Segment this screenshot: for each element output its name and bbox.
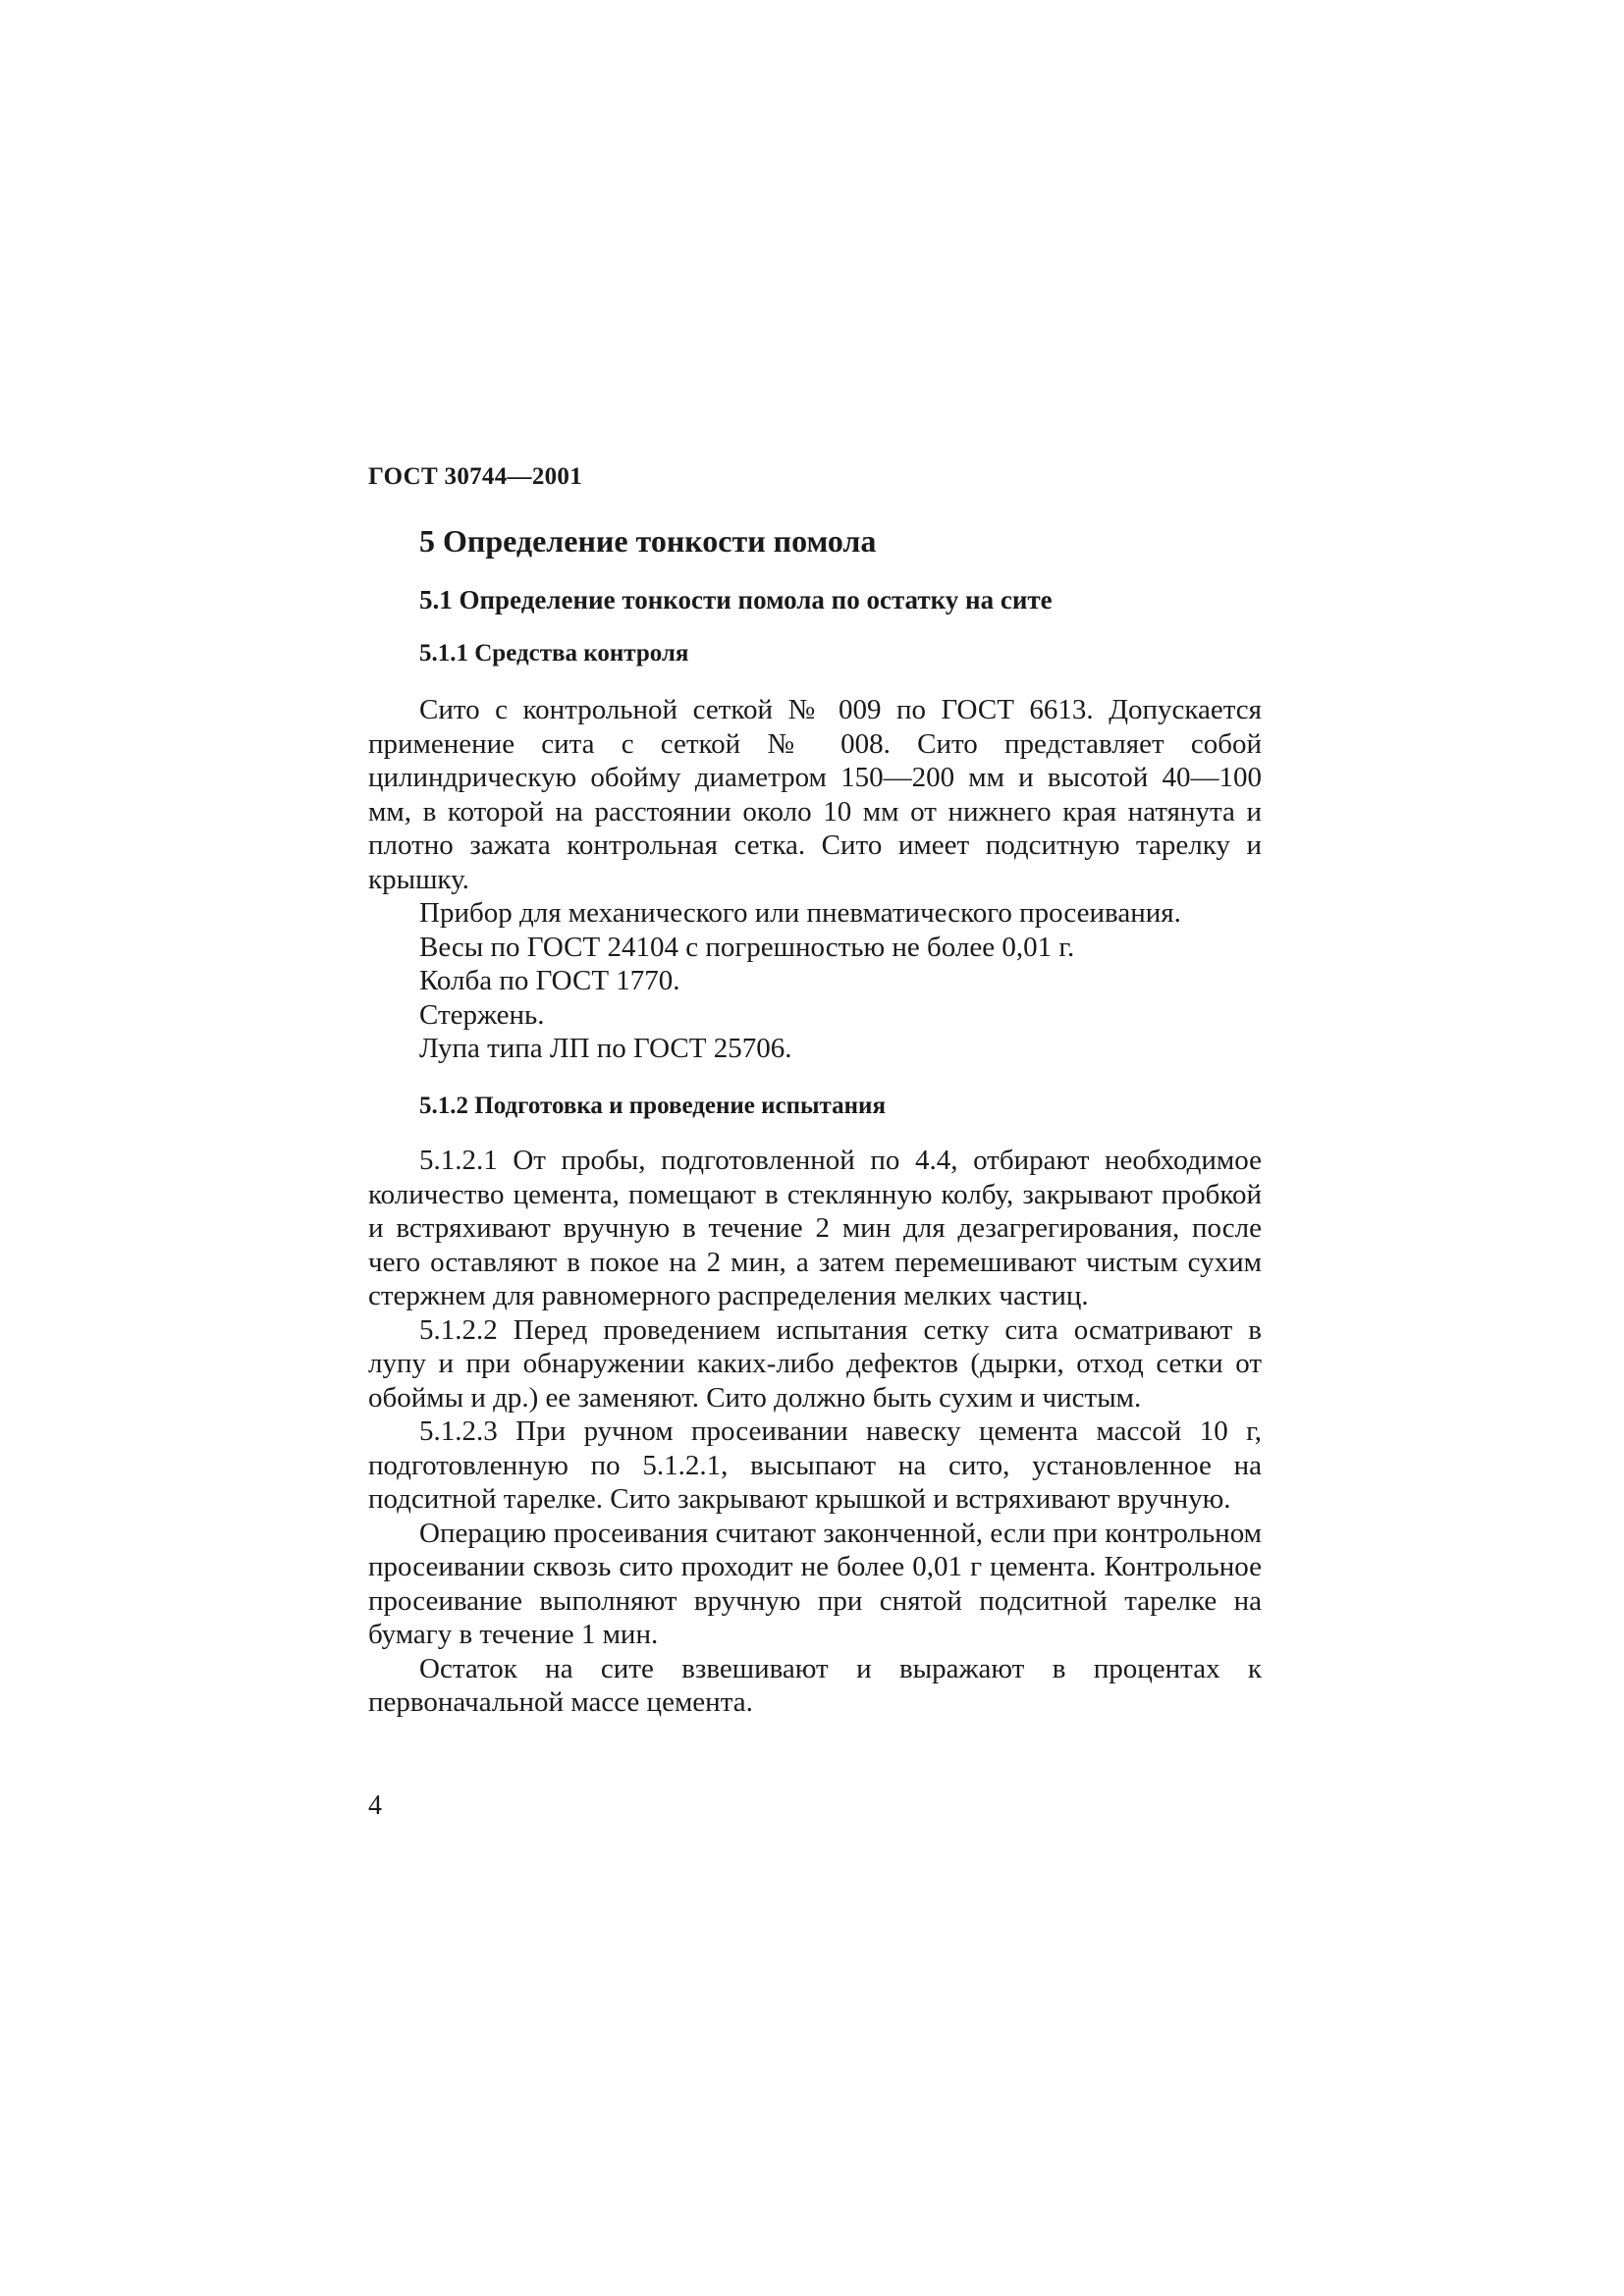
page-number: 4 — [368, 1790, 382, 1821]
paragraph: Лупа типа ЛП по ГОСТ 25706. — [419, 1033, 792, 1064]
paragraph: 5.1.2.3 При ручном просеивании навеску цемента массой 10 г, подготовленную по 5.1.2.1, высыпают на сито, установленное на подситной тарелке. Сито закрывают крышкой и встряхивают вручную. — [368, 1415, 1262, 1515]
paragraph: Колба по ГОСТ 1770. — [419, 965, 680, 996]
paragraph: Операцию просеивания считают законченной, если при контрольном просеивании сквозь сито проходит не более 0,01 г цемента. Контрольное просеивание выполняют вручную при снятой подситной тарелке на бумагу в течение 1 мин. — [368, 1517, 1262, 1650]
subsection-511-title: 5.1.1 Средства контроля — [419, 640, 689, 667]
paragraph: Сито с контрольной сеткой № 009 по ГОСТ 6613. Допускается применение сита с сеткой № 008. Сито представляет собой цилиндрическую обойму диаметром 150—200 мм и высотой 40—100 мм, в которой на расстоянии около 10 мм от нижнего края натянута и плотно зажата контрольная сетка. Сито имеет подситную тарелку и крышку. — [368, 694, 1262, 895]
subsection-511-body — [368, 693, 1262, 1066]
subsection-512-title: 5.1.2 Подготовка и проведение испытания — [419, 1093, 886, 1119]
paragraph: Весы по ГОСТ 24104 с погрешностью не более 0,01 г. — [419, 931, 1075, 963]
paragraph: Остаток на сите взвешивают и выражают в процентах к первоначальной массе цемента. — [368, 1652, 1262, 1718]
paragraph: 5.1.2.2 Перед проведением испытания сетку сита осматривают в лупу и при обнаружении каких-либо дефектов (дырки, отход сетки от обоймы и др.) ее заменяют. Сито должно быть сухим и чистым. — [368, 1313, 1262, 1414]
section-title: 5 Определение тонкости помола — [419, 523, 877, 559]
paragraph: Прибор для механического или пневматического просеивания. — [419, 897, 1181, 929]
subsection-title: 5.1 Определение тонкости помола по остатку на сите — [419, 585, 1053, 614]
subsection-512-body — [368, 1144, 1262, 1720]
paragraph: 5.1.2.1 От пробы, подготовленной по 4.4, отбирают необходимое количество цемента, помещают в стеклянную колбу, закрывают пробкой и встряхивают вручную в течение 2 мин для дезагрегирования, после чего оставляют в покое на 2 мин, а затем перемешивают чистым сухим стержнем для равномерного распределения мелких частиц. — [368, 1145, 1262, 1311]
document-code-header: ГОСТ 30744—2001 — [368, 463, 583, 490]
paragraph: Стержень. — [419, 998, 545, 1031]
